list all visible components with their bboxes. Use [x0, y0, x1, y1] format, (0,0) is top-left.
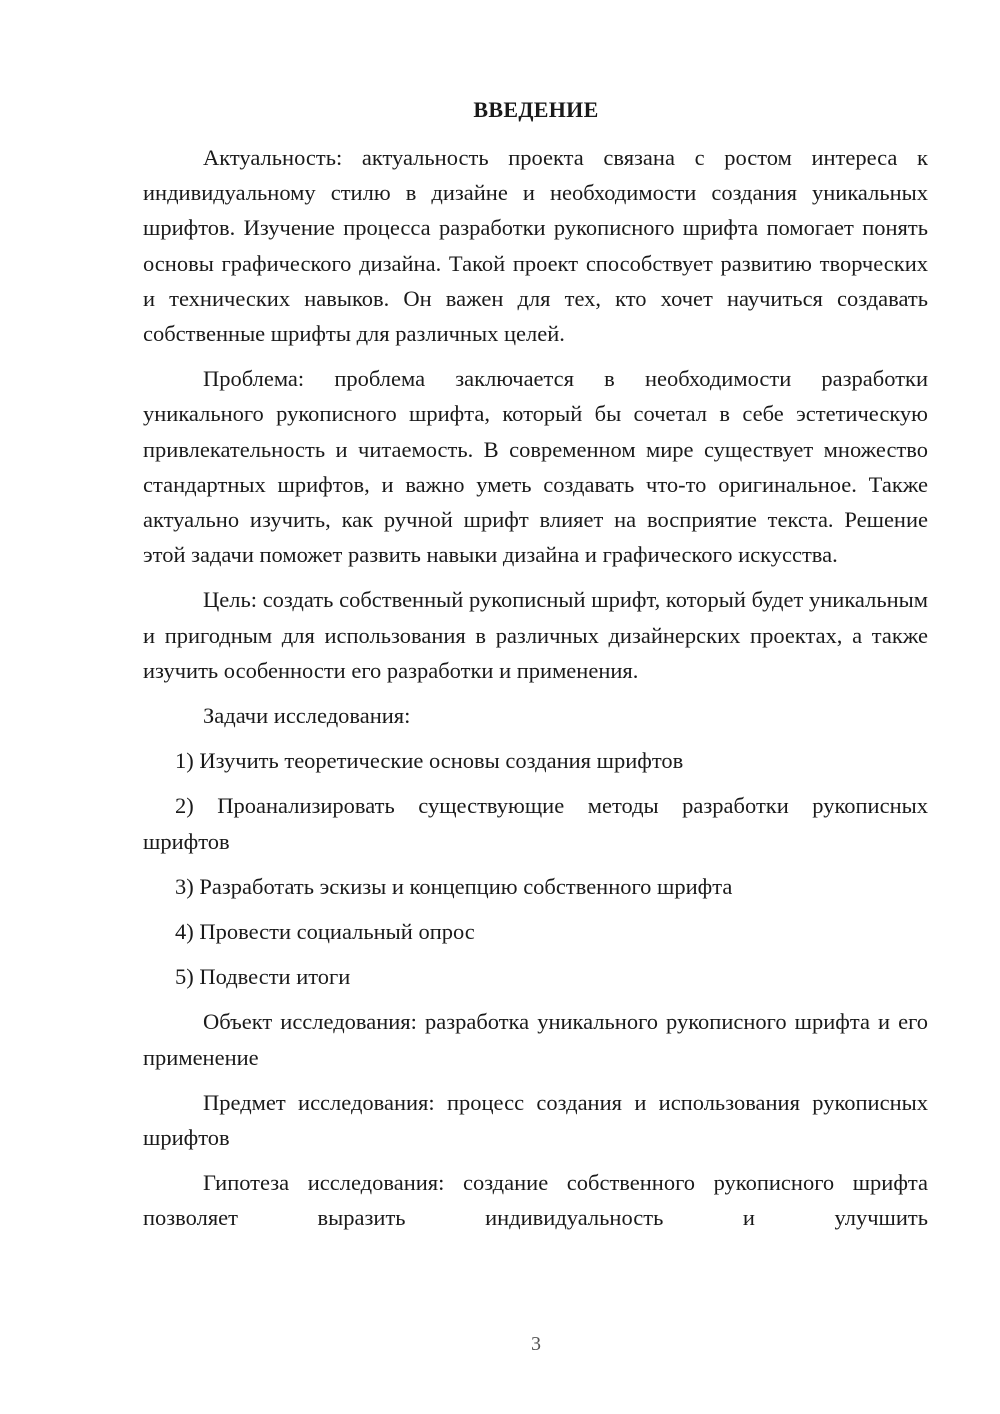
subject-paragraph: Предмет исследования: процесс создания и использования рукописных шрифтов — [143, 1089, 928, 1151]
list-item: 3) Разработать эскизы и концепцию собственного шрифта — [175, 873, 733, 899]
relevance-paragraph: Актуальность: актуальность проекта связана с ростом интереса к индивидуальному стилю в дизайне и необходимости создания уникальных шрифтов. Изучение процесса разработки рукописного шрифта помогает понять основы графического дизайна. Такой проект способствует развитию творческих и технических навыков. Он важен для тех, кто хочет научиться создавать собственные шрифты для различных целей. — [143, 145, 928, 347]
list-item: 2) Проанализировать существующие методы разработки рукописных шрифтов — [143, 793, 928, 854]
list-item: 4) Провести социальный опрос — [175, 919, 475, 945]
goal-paragraph: Цель: создать собственный рукописный шрифт, который будет уникальным и пригодным для использования в различных дизайнерских проектах, а также изучить особенности его разработки и применения. — [143, 587, 928, 683]
hypothesis-paragraph: Гипотеза исследования: создание собственного рукописного шрифта позволяет выразить индивидуальность и улучшить — [143, 1170, 928, 1231]
object-paragraph: Объект исследования: разработка уникального рукописного шрифта и его применение — [143, 1009, 928, 1070]
page-number: 3 — [531, 1333, 541, 1355]
section-heading: ВВЕДЕНИЕ — [473, 97, 599, 122]
document-body — [143, 140, 928, 1246]
tasks-heading: Задачи исследования: — [203, 703, 411, 729]
tasks-list — [143, 743, 928, 994]
list-item: 5) Подвести итоги — [175, 964, 351, 990]
list-item: 1) Изучить теоретические основы создания шрифтов — [175, 748, 684, 774]
problem-paragraph: Проблема: проблема заключается в необходимости разработки уникального рукописного шрифта, который бы сочетал в себе эстетическую привлекательность и читаемость. В современном мире существует множество стандартных шрифтов, и важно уметь создавать что-то оригинальное. Также актуально изучить, как ручной шрифт влияет на восприятие текста. Решение этой задачи поможет развить навыки дизайна и графического искусства. — [143, 366, 928, 568]
